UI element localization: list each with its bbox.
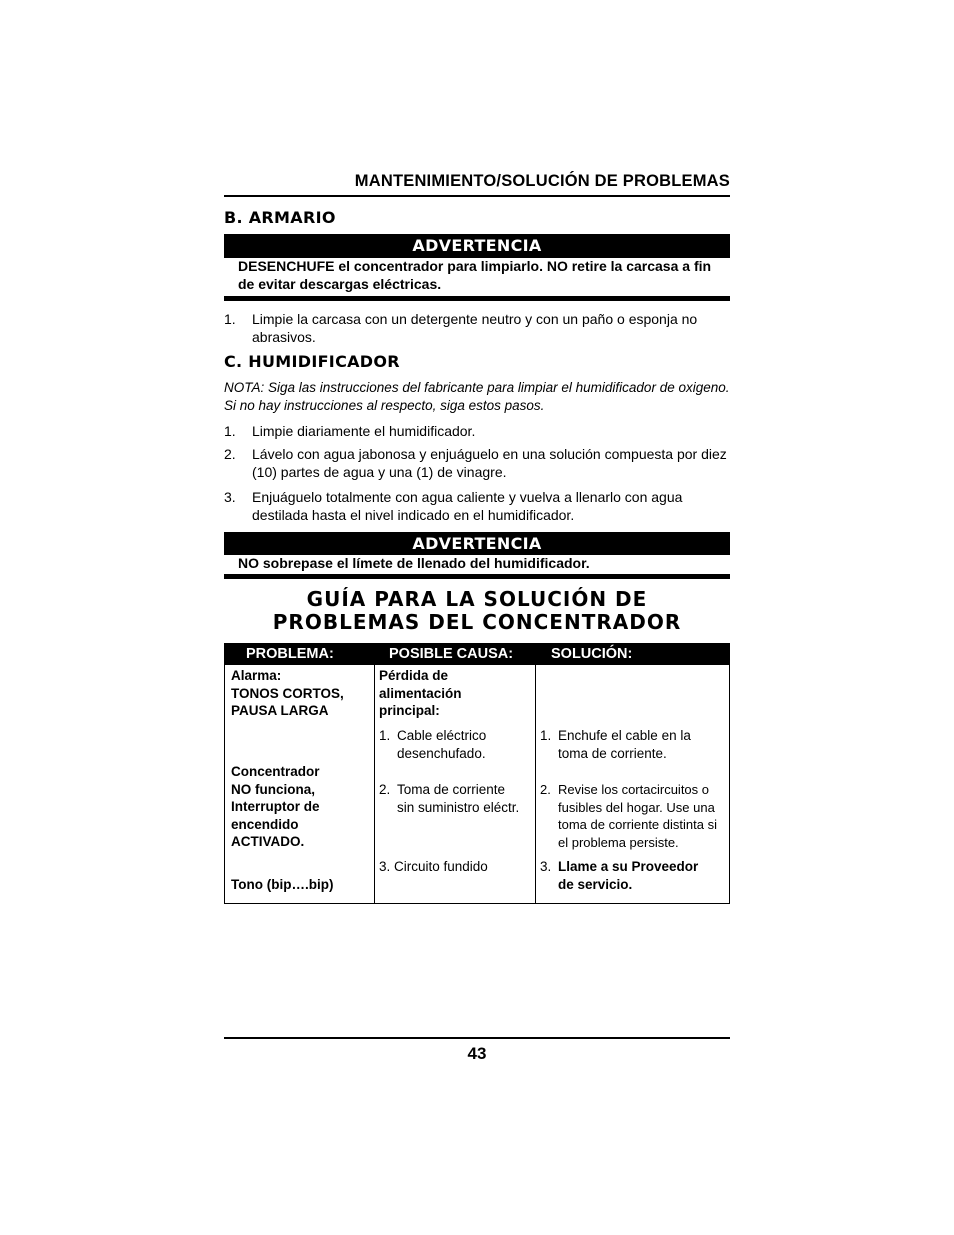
page-header-title: MANTENIMIENTO/SOLUCIÓN DE PROBLEMAS (354, 172, 730, 190)
problem-conc-line3: Interruptor de (231, 799, 320, 814)
header-solution: SOLUCIÓN: (551, 646, 633, 662)
cause-1-line1: Cable eléctrico (397, 728, 487, 743)
solution-2-line3: toma de corriente distinta si (558, 817, 717, 832)
section-b-warning-title: ADVERTENCIA (224, 234, 730, 258)
header-divider (224, 195, 730, 197)
solution-2-number: 2. (540, 782, 551, 797)
solution-1-line2: toma de corriente. (558, 745, 667, 761)
section-c-warning-text: NO sobrepase el límete de llenado del humidificador. (238, 555, 590, 571)
footer-divider (224, 1037, 730, 1039)
list-item-text: Enjuáguelo totalmente con agua caliente y vuelva a llenarlo con agua destilada hasta el nivel indicado en el humidificador. (252, 489, 683, 523)
cause-2-line1: Toma de corriente (397, 782, 506, 797)
solution-1-number: 1. (540, 728, 552, 743)
section-b-heading: B. ARMARIO (224, 208, 336, 227)
list-item-text: Lávelo con agua jabonosa y enjuáguelo en una solución compuesta por diez (10) partes de agua y una (1) de vinagre. (252, 446, 727, 480)
cause-1-number: 1. (379, 728, 391, 743)
list-item-text: Limpie la carcasa con un detergente neutro y con un paño o esponja no abrasivos. (252, 311, 698, 345)
solution-3 (540, 858, 726, 893)
cause-1 (379, 727, 529, 762)
section-c-note: NOTA: Siga las instrucciones del fabricante para limpiar el humidificador de oxigeno. Si no hay instrucciones al respecto, siga estos pasos. (224, 380, 730, 413)
problem-alarm-label: Alarma: (231, 668, 282, 683)
list-item-number: 2. (224, 446, 236, 462)
problem-alarm-line1: TONOS CORTOS, (231, 685, 344, 701)
column-divider (535, 665, 536, 903)
column-divider (374, 665, 375, 903)
problem-conc-line2: NO funciona, (231, 781, 315, 797)
cause-main (379, 667, 462, 720)
troubleshooting-title-line2: PROBLEMAS DEL CONCENTRADOR (272, 610, 682, 634)
page-number: 43 (467, 1044, 487, 1063)
section-c-heading: C. HUMIDIFICADOR (224, 352, 400, 371)
problem-conc-line5: ACTIVADO. (231, 834, 305, 849)
list-item-number: 1. (224, 423, 236, 439)
list-item (224, 422, 730, 440)
cause-main-line1: Pérdida de (379, 668, 449, 683)
list-item-number: 1. (224, 311, 236, 327)
problem-conc-line4: encendido (231, 816, 299, 832)
solution-1 (540, 727, 726, 762)
cause-2 (379, 781, 529, 816)
solution-2-line1: Revise los cortacircuitos o (558, 782, 709, 797)
solution-3-line2: de servicio. (558, 876, 633, 892)
solution-3-line1: Llame a su Proveedor (558, 859, 699, 874)
list-item-number: 3. (224, 489, 236, 505)
table-header (225, 644, 729, 665)
list-item-text: Limpie diariamente el humidificador. (252, 423, 476, 439)
section-c-warning-title: ADVERTENCIA (224, 532, 730, 555)
solution-2-line2: fusibles del hogar. Use una (558, 799, 715, 815)
header-cause: POSIBLE CAUSA: (389, 646, 514, 662)
solution-3-number: 3. (540, 859, 552, 874)
list-item (224, 445, 730, 481)
solution-1-line1: Enchufe el cable en la (558, 728, 691, 743)
troubleshooting-title-line1: GUÍA PARA LA SOLUCIÓN DE (306, 587, 648, 611)
cause-main-line2: alimentación (379, 685, 462, 701)
cause-main-line3: principal: (379, 703, 440, 718)
header-problem: PROBLEMA: (246, 646, 334, 662)
troubleshooting-table (224, 643, 730, 904)
cause-2-line2: sin suministro eléctr. (397, 799, 520, 815)
cause-3: 3. Circuito fundido (379, 859, 488, 874)
solution-2-line4: el problema persiste. (558, 834, 679, 850)
problem-tone: Tono (bip….bip) (231, 877, 334, 892)
troubleshooting-title (224, 588, 730, 634)
list-item (224, 310, 730, 346)
cause-2-number: 2. (379, 782, 391, 797)
problem-alarm-line2: PAUSA LARGA (231, 703, 329, 718)
list-item (224, 488, 730, 524)
problem-conc-line1: Concentrador (231, 764, 320, 779)
section-b-warning-rule (224, 296, 730, 301)
cause-1-line2: desenchufado. (397, 745, 486, 761)
problem-alarm (231, 667, 344, 720)
section-b-warning-text: DESENCHUFE el concentrador para limpiarlo. NO retire la carcasa a fin de evitar descargas eléctricas. (238, 258, 712, 292)
solution-2 (540, 781, 728, 851)
section-c-warning-rule (224, 574, 730, 579)
problem-concentrator (231, 763, 320, 851)
